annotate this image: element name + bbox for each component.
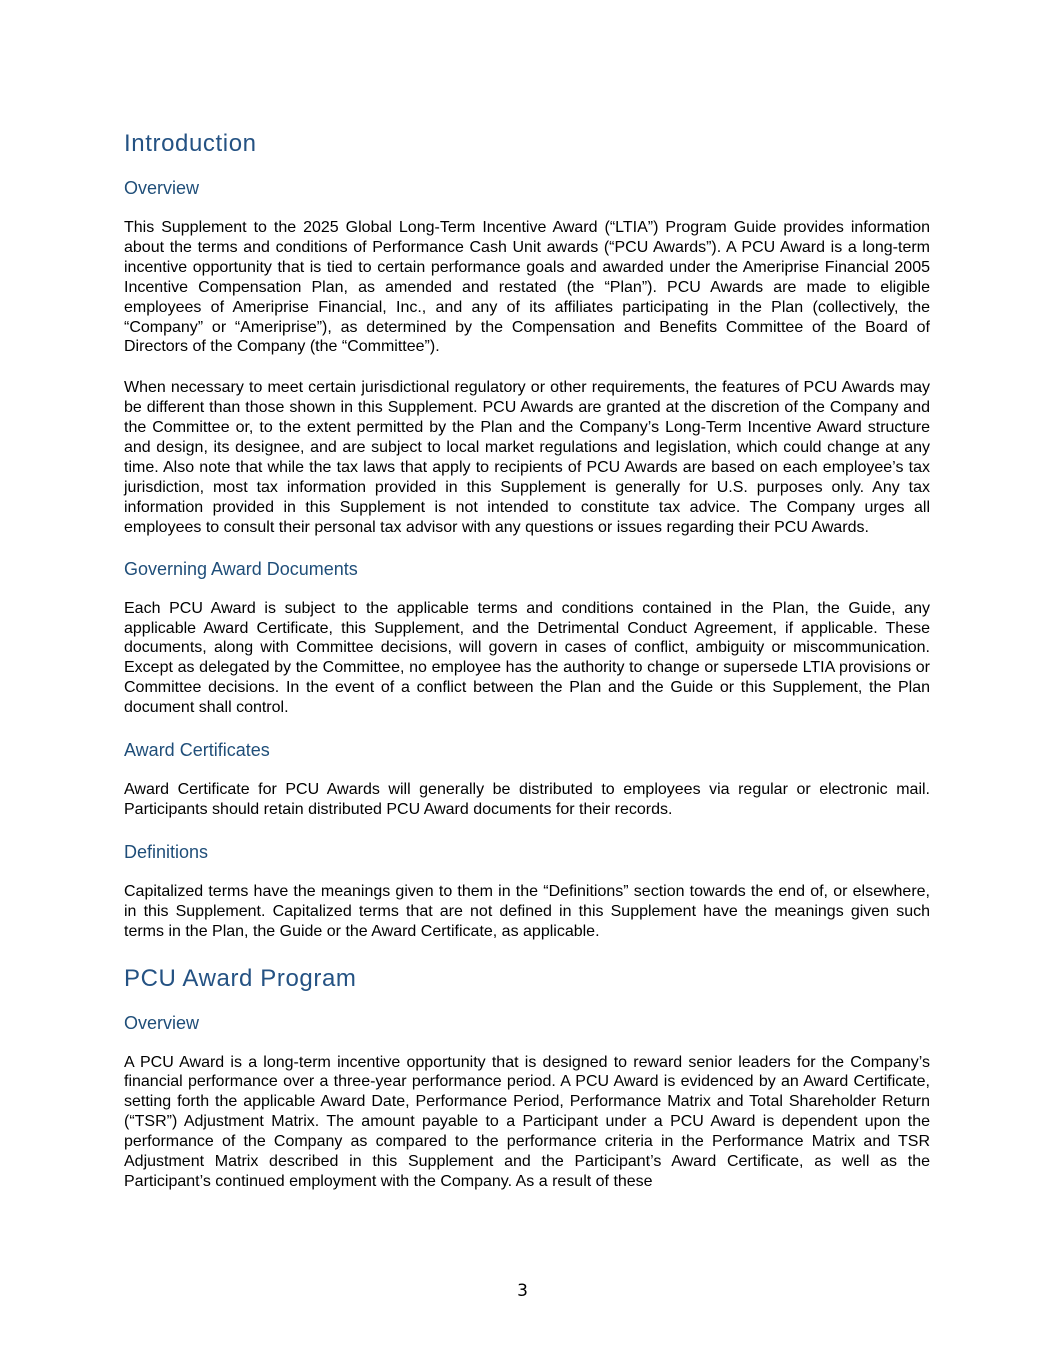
- subheading-definitions: Definitions: [124, 841, 209, 862]
- overview-paragraph-1: This Supplement to the 2025 Global Long-Term Incentive Award (“LTIA”) Program Guide provides information about the terms and conditions of Performance Cash Unit awards (“PCU Awards”). A PCU Award is a long-term incentive opportunity that is tied to certain performance goals and awarded under the Ameriprise Financial 2005 Incentive Compensation Plan, as amended and restated (the “Plan”). PCU Awards are made to eligible employees of Ameriprise Financial, Inc., and any of its affiliates participating in the Plan (collectively, the “Company” or “Ameriprise”), as determined by the Compensation and Benefits Committee of the Board of Directors of the Company (the “Committee”).: [124, 219, 930, 356]
- subheading-overview: Overview: [124, 178, 200, 198]
- subheading-program-overview: Overview: [124, 1012, 200, 1033]
- document-page: [124, 127, 930, 1192]
- subheading-governing-award-documents: Governing Award Documents: [124, 558, 358, 579]
- governing-paragraph: Each PCU Award is subject to the applicable terms and conditions contained in the Plan, the Guide, any applicable Award Certificate, this Supplement, and the Detrimental Conduct Agreement, if applicable. These documents, along with Committee decisions, will govern in cases of conflict, ambiguity or miscommunication. Except as delegated by the Committee, no employee has the authority to change or supersede LTIA provisions or Committee decisions. In the event of a conflict between the Plan and the Guide or this Supplement, the Plan document shall control.: [124, 599, 930, 717]
- section-title-introduction: Introduction: [124, 130, 257, 157]
- program-overview-paragraph: A PCU Award is a long-term incentive opportunity that is designed to reward senior leaders for the Company’s financial performance over a three-year performance period. A PCU Award is evidenced by an Award Certificate, setting forth the applicable Award Date, Performance Period, Performance Matrix and Total Shareholder Return (“TSR”) Adjustment Matrix. The amount payable to a Participant under a PCU Award is dependent upon the performance of the Company as compared to the performance criteria in the Performance Matrix and TSR Adjustment Matrix described in this Supplement and the Participant’s Award Certificate, as well as the Participant’s continued employment with the Company. As a result of these: [124, 1053, 930, 1190]
- certificates-paragraph: Award Certificate for PCU Awards will generally be distributed to employees via regular or electronic mail. Participants should retain distributed PCU Award documents for their records.: [124, 781, 930, 818]
- overview-paragraph-2: When necessary to meet certain jurisdictional regulatory or other requirements, the features of PCU Awards may be different than those shown in this Supplement. PCU Awards are granted at the discretion of the Company and the Committee or, to the extent permitted by the Plan and the Company’s Long-Term Incentive Award structure and design, its designee, and are subject to local market regulations and legislation, which could change at any time. Also note that while the tax laws that apply to recipients of PCU Awards are based on each employee’s tax jurisdiction, most tax information provided in this Supplement is generally for U.S. purposes only. Any tax information provided in this Supplement is not intended to constitute tax advice. The Company urges all employees to consult their personal tax advisor with any questions or issues regarding their PCU Awards.: [124, 379, 930, 536]
- definitions-paragraph: Capitalized terms have the meanings given to them in the “Definitions” section towards the end of, or elsewhere, in this Supplement. Capitalized terms that are not defined in this Supplement have the meanings given such terms in the Plan, the Guide or the Award Certificate, as applicable.: [124, 882, 930, 940]
- subheading-award-certificates: Award Certificates: [124, 740, 270, 761]
- page-number: 3: [517, 1281, 528, 1301]
- section-title-pcu-award-program: PCU Award Program: [124, 964, 357, 992]
